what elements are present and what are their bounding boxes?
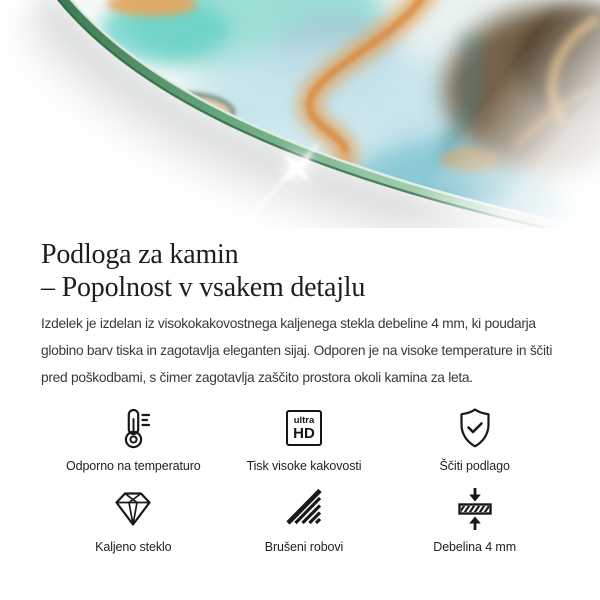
ultra-hd-icon-text-bottom: HD (293, 424, 315, 442)
diamond-icon (109, 485, 157, 533)
photo-fade (350, 0, 600, 228)
thermometer-icon (109, 404, 157, 452)
thickness-arrows-icon (451, 485, 499, 533)
feature-grid (40, 405, 572, 567)
feature-polished-edges (219, 486, 390, 554)
feature-temperature (48, 405, 219, 473)
glass-pad-image (0, 0, 600, 228)
feature-protection (389, 405, 560, 473)
feature-label: Brušeni robovi (264, 540, 344, 554)
page-title (41, 238, 572, 304)
product-description: Izdelek je izdelan iz visokokakovostnega kaljenega stekla debeline 4 mm, ki poudarja globino barv tiska in zagotavlja eleganten sijaj. Odporen je na visoke temperature in ščiti pred poškodbami, s čimer zagotavlja zaščito prostora okoli kamina za leta. (41, 316, 553, 385)
feature-label: Ščiti podlago (439, 459, 510, 473)
beveled-edge-icon (280, 485, 328, 533)
feature-print-quality (219, 405, 390, 473)
ultra-hd-icon-text-top: ultra (293, 414, 315, 426)
content-section (0, 238, 600, 567)
feature-label: Tisk visoke kakovosti (246, 459, 362, 473)
product-photo (0, 0, 600, 228)
page-title-line2: – Popolnost v vsakem detajlu (41, 272, 366, 303)
feature-tempered-glass (48, 486, 219, 554)
feature-label: Debelina 4 mm (433, 540, 517, 554)
feature-thickness (389, 486, 560, 554)
feature-label: Kaljeno steklo (95, 540, 172, 554)
shield-check-icon (451, 404, 499, 452)
ultra-hd-icon (286, 410, 322, 446)
feature-label: Odporno na temperaturo (65, 459, 201, 473)
page-title-line1: Podloga za kamin (41, 239, 239, 270)
